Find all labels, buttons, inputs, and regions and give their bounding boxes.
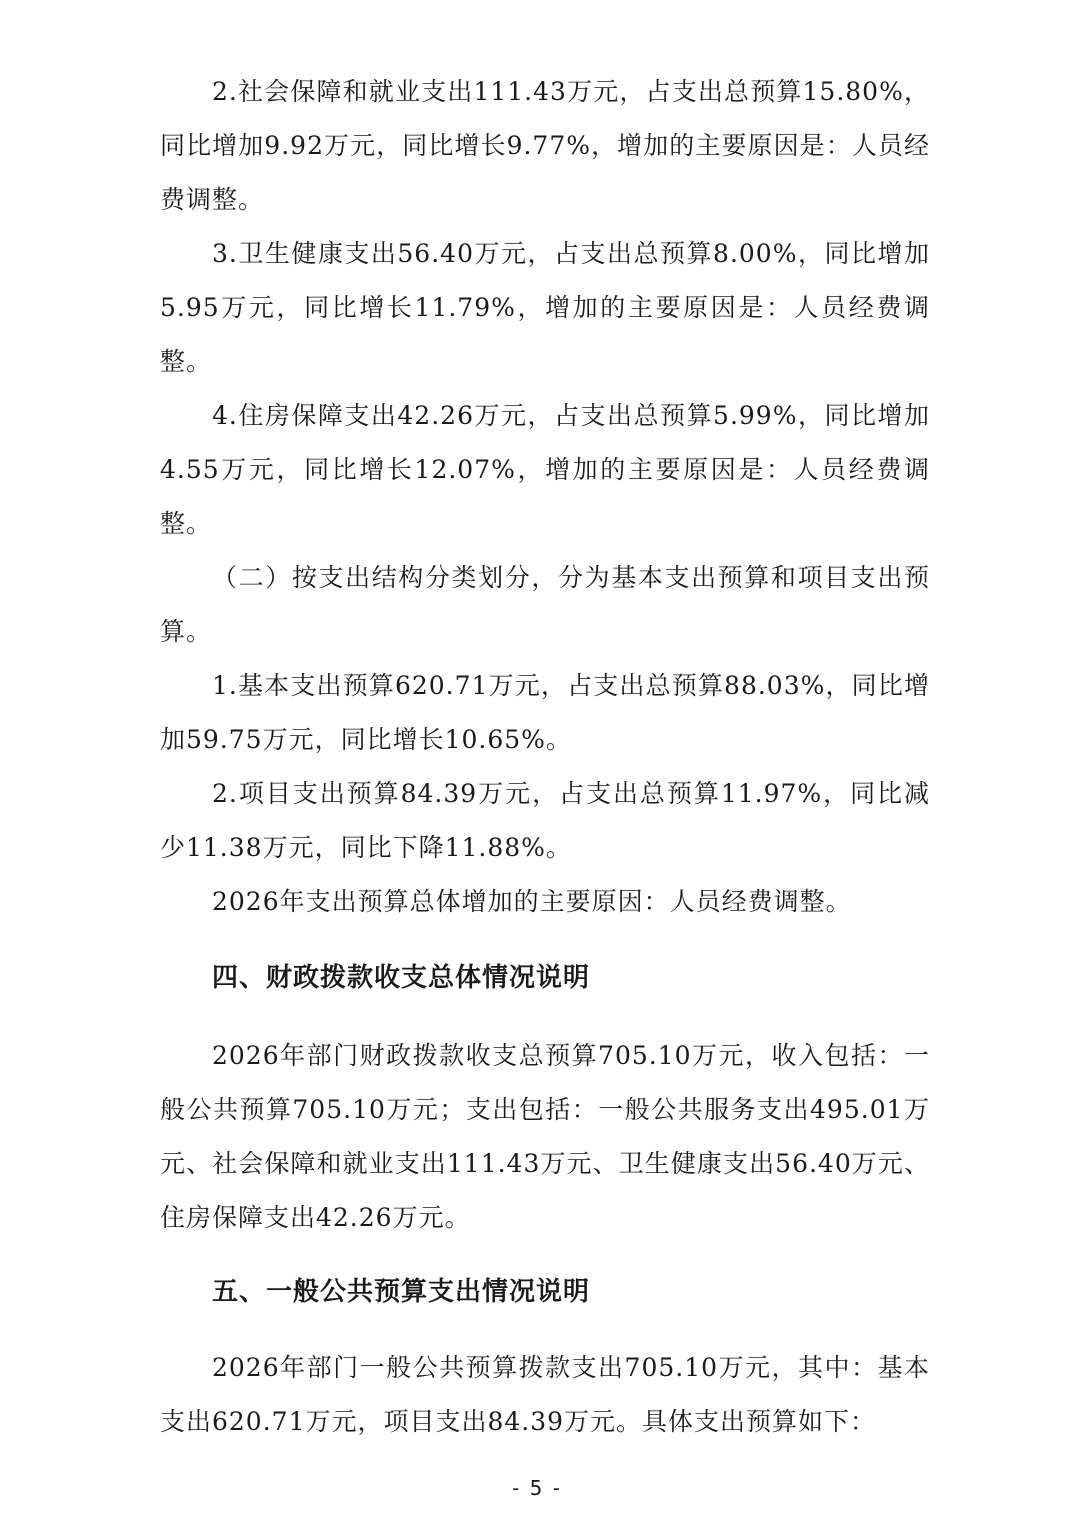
paragraph-social-security-expenditure: 2.社会保障和就业支出111.43万元，占支出总预算15.80%，同比增加9.92万元，同比增长9.77%，增加的主要原因是：人员经费调整。 bbox=[160, 77, 930, 214]
section-heading-4: 四、财政拨款收支总体情况说明 bbox=[212, 963, 591, 993]
paragraph-fiscal-summary: 2026年部门财政拨款收支总预算705.10万元，收入包括：一般公共预算705.10万元；支出包括：一般公共服务支出495.01万元、社会保障和就业支出111.43万元、卫生健康支出56.40万元、住房保障支出42.26万元。 bbox=[160, 1041, 930, 1232]
section-heading-5: 五、一般公共预算支出情况说明 bbox=[212, 1277, 591, 1307]
paragraph-increase-reason: 2026年支出预算总体增加的主要原因：人员经费调整。 bbox=[212, 887, 852, 916]
paragraph-general-budget-expenditure: 2026年部门一般公共预算拨款支出705.10万元，其中：基本支出620.71万元，项目支出84.39万元。具体支出预算如下： bbox=[160, 1353, 930, 1436]
paragraph-health-expenditure: 3.卫生健康支出56.40万元，占支出总预算8.00%，同比增加5.95万元，同比增长11.79%，增加的主要原因是：人员经费调整。 bbox=[160, 239, 930, 376]
paragraph-basic-expenditure: 1.基本支出预算620.71万元，占支出总预算88.03%，同比增加59.75万元，同比增长10.65%。 bbox=[160, 671, 930, 754]
paragraph-expenditure-structure: （二）按支出结构分类划分，分为基本支出预算和项目支出预算。 bbox=[160, 563, 930, 646]
paragraph-project-expenditure: 2.项目支出预算84.39万元，占支出总预算11.97%，同比减少11.38万元，同比下降11.88%。 bbox=[160, 779, 930, 862]
page-number: - 5 - bbox=[512, 1476, 562, 1500]
paragraph-housing-expenditure: 4.住房保障支出42.26万元，占支出总预算5.99%，同比增加4.55万元，同比增长12.07%，增加的主要原因是：人员经费调整。 bbox=[160, 401, 930, 538]
